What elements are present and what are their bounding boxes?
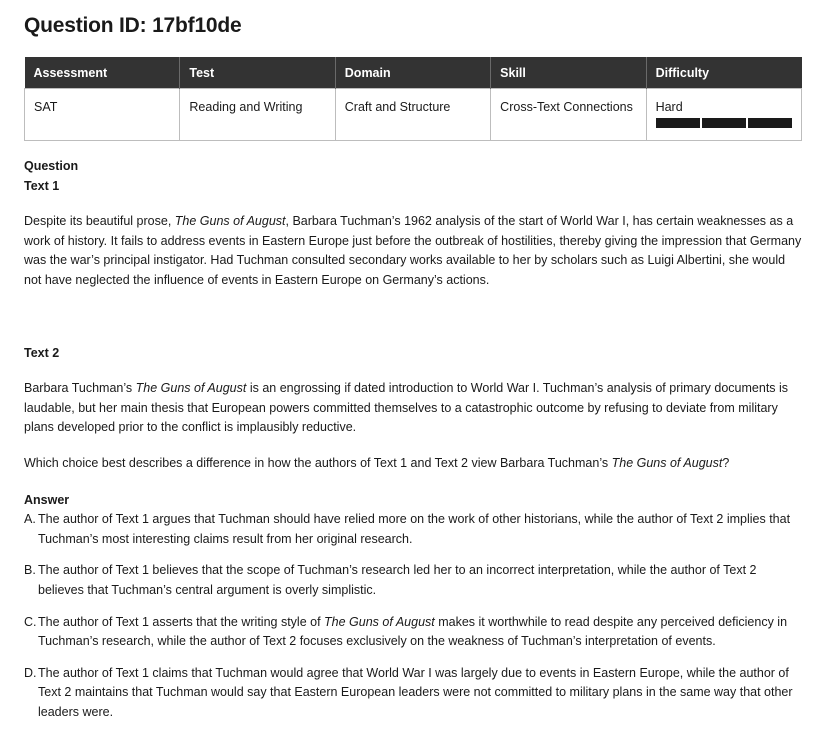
header-test: Test	[180, 57, 335, 89]
difficulty-segment	[748, 118, 792, 128]
answer-choices	[24, 510, 802, 722]
text1-book-title: The Guns of August	[174, 214, 286, 229]
cell-domain: Craft and Structure	[335, 89, 490, 141]
choice-letter: D.	[24, 665, 37, 680]
choice-text	[38, 561, 802, 600]
question-content	[24, 157, 802, 722]
text2-heading: Text 2	[24, 345, 60, 360]
answer-heading: Answer	[24, 492, 70, 507]
header-assessment: Assessment	[25, 57, 180, 89]
text2-part-a: Barbara Tuchman’s	[24, 381, 136, 396]
text2-book-title: The Guns of August	[135, 381, 247, 396]
choice-text	[38, 613, 802, 652]
question-meta-table	[24, 57, 802, 141]
prompt-book-title: The Guns of August	[611, 455, 723, 470]
choice-text	[38, 510, 802, 549]
difficulty-meter	[656, 118, 792, 128]
cell-test: Reading and Writing	[180, 89, 335, 141]
choice-letter: A.	[24, 512, 36, 527]
choice-text-part-a: The author of Text 1 claims that Tuchman would agree that World War I was largely due to events in Eastern Europe, while the author of Text 2 maintains that Tuchman would say that Eastern European leaders were not committed to military plans in the same way that other leaders were.	[38, 665, 793, 719]
choice-letter: B.	[24, 563, 36, 578]
meta-value-row	[25, 89, 802, 141]
choice-book-title: The Guns of August	[324, 614, 435, 629]
choice-letter: C.	[24, 614, 37, 629]
answer-choice-a[interactable]	[24, 510, 802, 549]
difficulty-label: Hard	[655, 100, 683, 114]
cell-assessment: SAT	[25, 89, 180, 141]
header-domain: Domain	[335, 57, 490, 89]
answer-choice-c[interactable]	[24, 613, 802, 652]
question-prompt	[24, 454, 802, 474]
meta-header-row	[25, 57, 802, 89]
page-title: Question ID: 17bf10de	[24, 14, 242, 37]
header-skill: Skill	[491, 57, 646, 89]
prompt-part-a: Which choice best describes a difference in how the authors of Text 1 and Text 2 view Barbara Tuchman’s	[24, 455, 612, 470]
text2-part-b: is an engrossing if dated introduction to World War I. Tuchman’s analysis of primary documents is laudable, but her main thesis that European powers committed themselves to a catastrophic outcome by refusing to deviate from military plans developed prior to the conflict is implausibly reductive.	[24, 381, 789, 435]
cell-difficulty	[646, 89, 801, 141]
choice-text-part-a: The author of Text 1 argues that Tuchman should have relied more on the work of other historians, while the author of Text 2 implies that Tuchman’s most interesting claims result from her original research.	[38, 512, 791, 546]
choice-text-part-a: The author of Text 1 believes that the scope of Tuchman’s research led her to an incorrect interpretation, while the author of Text 2 believes that Tuchman’s central argument is overly simplistic.	[38, 563, 757, 597]
choice-text	[38, 664, 802, 723]
text1-part-a: Despite its beautiful prose,	[24, 214, 175, 229]
text1-heading: Text 1	[24, 178, 60, 193]
difficulty-segment	[702, 118, 746, 128]
choice-text-part-b: makes it worthwhile to read despite any perceived deficiency in Tuchman’s research, while the author of Text 2 focuses exclusively on the weakness of Tuchman’s interpretation of events.	[38, 614, 788, 649]
question-heading: Question	[24, 159, 79, 173]
choice-text-part-a: The author of Text 1 asserts that the writing style of	[38, 614, 325, 629]
answer-choice-d[interactable]	[24, 664, 802, 723]
header-difficulty: Difficulty	[646, 57, 801, 89]
prompt-part-b: ?	[722, 455, 730, 470]
text1-part-b: , Barbara Tuchman’s 1962 analysis of the start of World War I, has certain weaknesses as a work of history. It fails to address events in Eastern Europe just before the outbreak of hostilities, thereby giving the impression that Germany was the war’s principal instigator. Had Tuchman consulted secondary works available to her by scholars such as Luigi Albertini, she would not have neglected the influence of events in Eastern Europe on Germany’s actions.	[24, 214, 802, 287]
text1-passage	[24, 212, 802, 290]
text2-passage	[24, 379, 802, 438]
answer-choice-b[interactable]	[24, 561, 802, 600]
difficulty-segment	[656, 118, 700, 128]
cell-skill: Cross-Text Connections	[491, 89, 646, 141]
